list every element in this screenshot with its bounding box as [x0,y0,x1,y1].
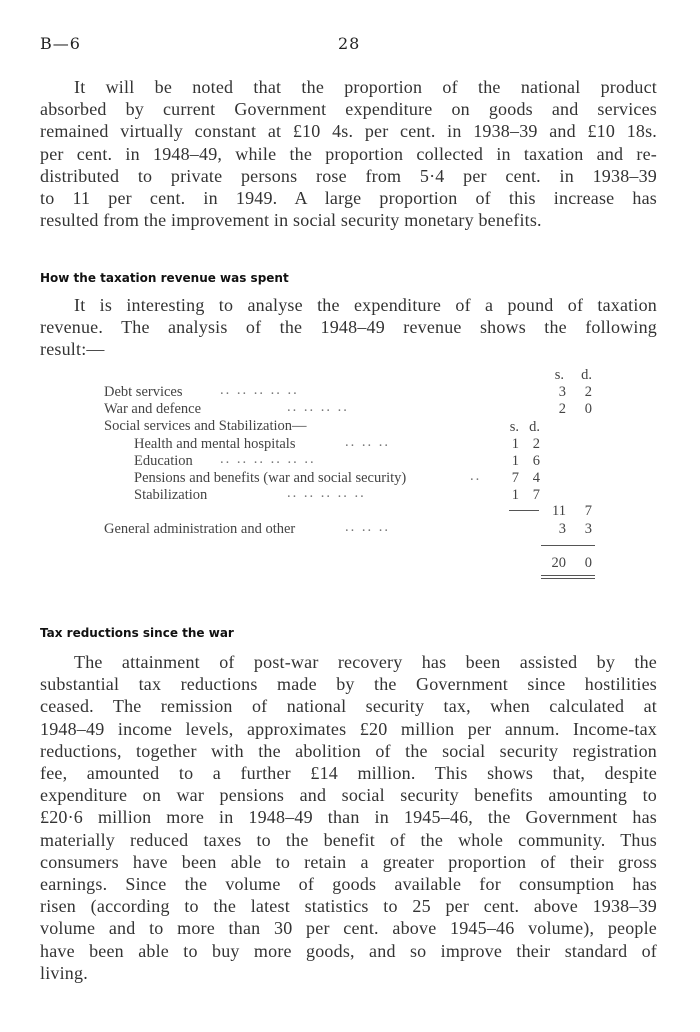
text-line: resulted from the improvement in social security monetary benefits. [40,210,542,231]
text-line: £20·6 million more in 1948–49 than in 1945–46, the Government has [40,807,657,828]
row-leader: .. .. .. [345,434,390,450]
text-line: 1948–49 income levels, approximates £20 million per annum. Income-tax [40,718,657,739]
row-pence: 2 [532,436,540,452]
section-heading-taxation-revenue: How the taxation revenue was spent [40,271,289,285]
subtotal-shillings: 11 [552,503,566,519]
text-line: It is interesting to analyse the expenditure of a pound of taxation [74,295,657,315]
section-heading-tax-reductions: Tax reductions since the war [40,626,234,640]
row-label: Social services and Stabilization— [104,418,307,434]
col-header-shillings: s. [554,367,564,383]
text-line: risen (according to the latest statistics to 25 per cent. above 1938–39 [40,896,657,917]
col-header-pence: d. [581,367,592,383]
row-pence: 3 [584,521,592,537]
row-pence: 6 [532,453,540,469]
inner-col-header-shillings: s. [509,419,519,435]
total-shillings: 20 [551,555,566,571]
text-line: to 11 per cent. in 1949. A large proportion of this increase has [40,188,657,209]
row-label: Education [134,453,193,469]
text-line: fee, amounted to a further £14 million. This shows that, despite [40,763,657,784]
row-leader: .. .. .. .. .. [287,485,366,501]
text-line: have been able to buy more goods, and so improve their standard of [40,940,657,961]
text-line: The attainment of post-war recovery has been assisted by the [74,652,657,672]
text-line: substantial tax reductions made by the Government since hostilities [40,674,657,695]
page-reference: B—6 [40,34,81,53]
row-pence: 7 [532,487,540,503]
text-line: earnings. Since the volume of goods available for consumption has [40,874,657,895]
page-number: 28 [338,34,361,53]
text-line: revenue. The analysis of the 1948–49 revenue shows the following [40,317,657,338]
text-line: remained virtually constant at £10 4s. per cent. in 1938–39 and £10 18s. [40,121,657,142]
row-shillings: 3 [558,521,566,537]
row-pence: 4 [532,470,540,486]
row-label: Pensions and benefits (war and social security) [134,470,407,486]
row-shillings: 1 [511,436,519,452]
row-shillings: 1 [511,453,519,469]
row-label: War and defence [104,401,202,417]
total-double-rule-top [541,575,595,576]
row-leader: .. .. .. [345,519,390,535]
row-shillings: 3 [558,384,566,400]
inner-col-header-pence: d. [529,419,540,435]
text-line: consumers have been able to retain a greater proportion of their gross [40,851,657,872]
text-line: per cent. in 1948–49, while the proportion collected in taxation and re- [40,143,657,164]
text-line: ceased. The remission of national security tax, when calculated at [40,696,657,717]
row-label: General administration and other [104,521,296,537]
row-pence: 0 [584,401,592,417]
total-rule [541,545,595,546]
text-line: materially reduced taxes to the benefit of the whole community. Thus [40,829,657,850]
row-leader: .. [470,468,482,484]
text-line: result:— [40,339,105,360]
tax-reductions-paragraph [40,651,657,984]
subtotal-rule [509,510,539,511]
text-line: volume and to more than 30 per cent. above 1945–46 volume), people [40,918,657,939]
text-line: living. [40,962,88,983]
text-line: It will be noted that the proportion of the national product [74,77,657,97]
row-leader: .. .. .. .. .. [220,382,299,398]
text-line: reductions, together with the abolition of the social security registration [40,740,657,761]
text-line: expenditure on war pensions and social security benefits amounting to [40,785,657,806]
row-shillings: 2 [558,401,566,417]
total-pence: 0 [584,555,592,571]
row-pence: 2 [584,384,592,400]
row-leader: .. .. .. .. [287,399,349,415]
row-shillings: 7 [511,470,519,486]
row-label: Health and mental hospitals [134,436,296,452]
row-label: Debt services [104,384,183,400]
text-line: absorbed by current Government expenditure on goods and services [40,99,657,120]
text-line: distributed to private persons rose from 5·4 per cent. in 1938–39 [40,165,657,186]
subtotal-pence: 7 [584,503,592,519]
total-double-rule-bottom [541,578,595,579]
row-label: Stabilization [134,487,208,503]
row-leader: .. .. .. .. .. .. [220,451,316,467]
row-shillings: 1 [511,487,519,503]
